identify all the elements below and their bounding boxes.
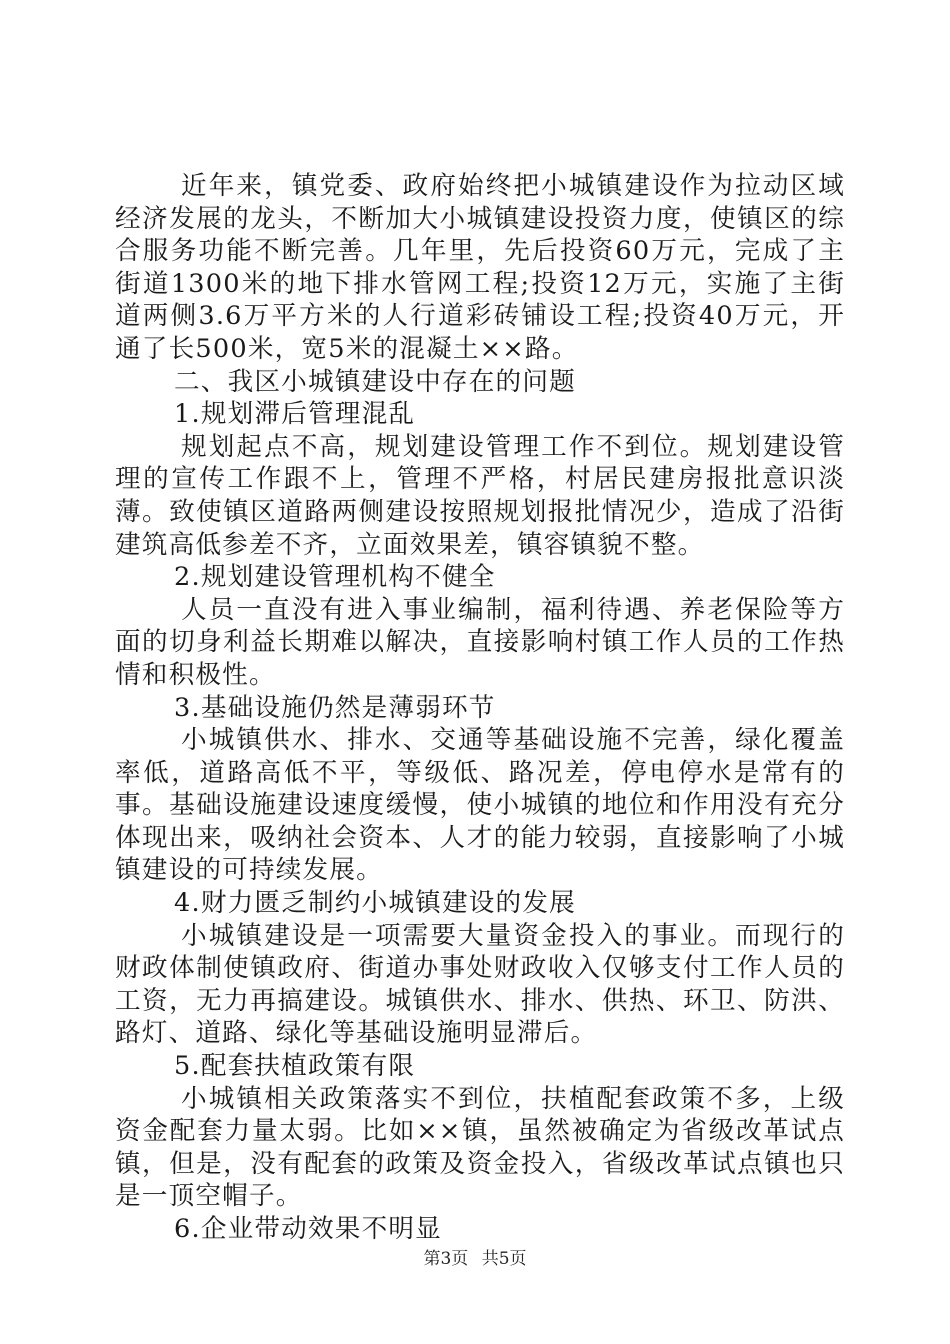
paragraph: 规划起点不高，规划建设管理工作不到位。规划建设管理的宣传工作跟不上，管理不严格，村居民建房报批意识淡薄。致使镇区道路两侧建设按照规划报批情况少，造成了沿街建筑高低参差不齐，立面效果差，镇容镇貌不整。: [115, 431, 845, 560]
subsection-heading: 5.配套扶植政策有限: [174, 1051, 416, 1082]
subsection-heading: 6.企业带动效果不明显: [174, 1214, 442, 1244]
document-body: [115, 170, 845, 1246]
subsection-heading: 3.基础设施仍然是薄弱环节: [174, 692, 496, 723]
paragraph: 小城镇供水、排水、交通等基础设施不完善，绿化覆盖率低，道路高低不平，等级低、路况差，停电停水是常有的事。基础设施建设速度缓慢，使小城镇的地位和作用没有充分体现出来，吸纳社会资本、人才的能力较弱，直接影响了小城镇建设的可持续发展。: [115, 725, 845, 886]
subsection-heading: 4.财力匮乏制约小城镇建设的发展: [174, 888, 576, 919]
page-total: 共5页: [481, 1249, 527, 1269]
paragraph: 人员一直没有进入事业编制，福利待遇、养老保险等方面的切身利益长期难以解决，直接影响村镇工作人员的工作热情和积极性。: [115, 594, 845, 690]
page-number: 第3页: [423, 1249, 469, 1269]
paragraph: 小城镇相关政策落实不到位，扶植配套政策不多，上级资金配套力量太弱。比如××镇，虽然被确定为省级改革试点镇，但是，没有配套的政策及资金投入，省级改革试点镇也只是一顶空帽子。: [115, 1083, 845, 1212]
section-heading: 二、我区小城镇建设中存在的问题: [174, 366, 576, 397]
page-footer: [0, 1244, 950, 1269]
subsection-heading: 1.规划滞后管理混乱: [174, 399, 416, 430]
paragraph: 小城镇建设是一项需要大量资金投入的事业。而现行的财政体制使镇政府、街道办事处财政收入仅够支付工作人员的工资，无力再搞建设。城镇供水、排水、供热、环卫、防洪、路灯、道路、绿化等基础设施明显滞后。: [115, 920, 845, 1049]
paragraph: 近年来，镇党委、政府始终把小城镇建设作为拉动区域经济发展的龙头，不断加大小城镇建设投资力度，使镇区的综合服务功能不断完善。几年里，先后投资60万元，完成了主街道1300米的地下排水管网工程;投资12万元，实施了主街道两侧3.6万平方米的人行道彩砖铺设工程;投资40万元，开通了长500米，宽5米的混凝土××路。: [115, 171, 845, 364]
subsection-heading: 2.规划建设管理机构不健全: [174, 562, 496, 593]
